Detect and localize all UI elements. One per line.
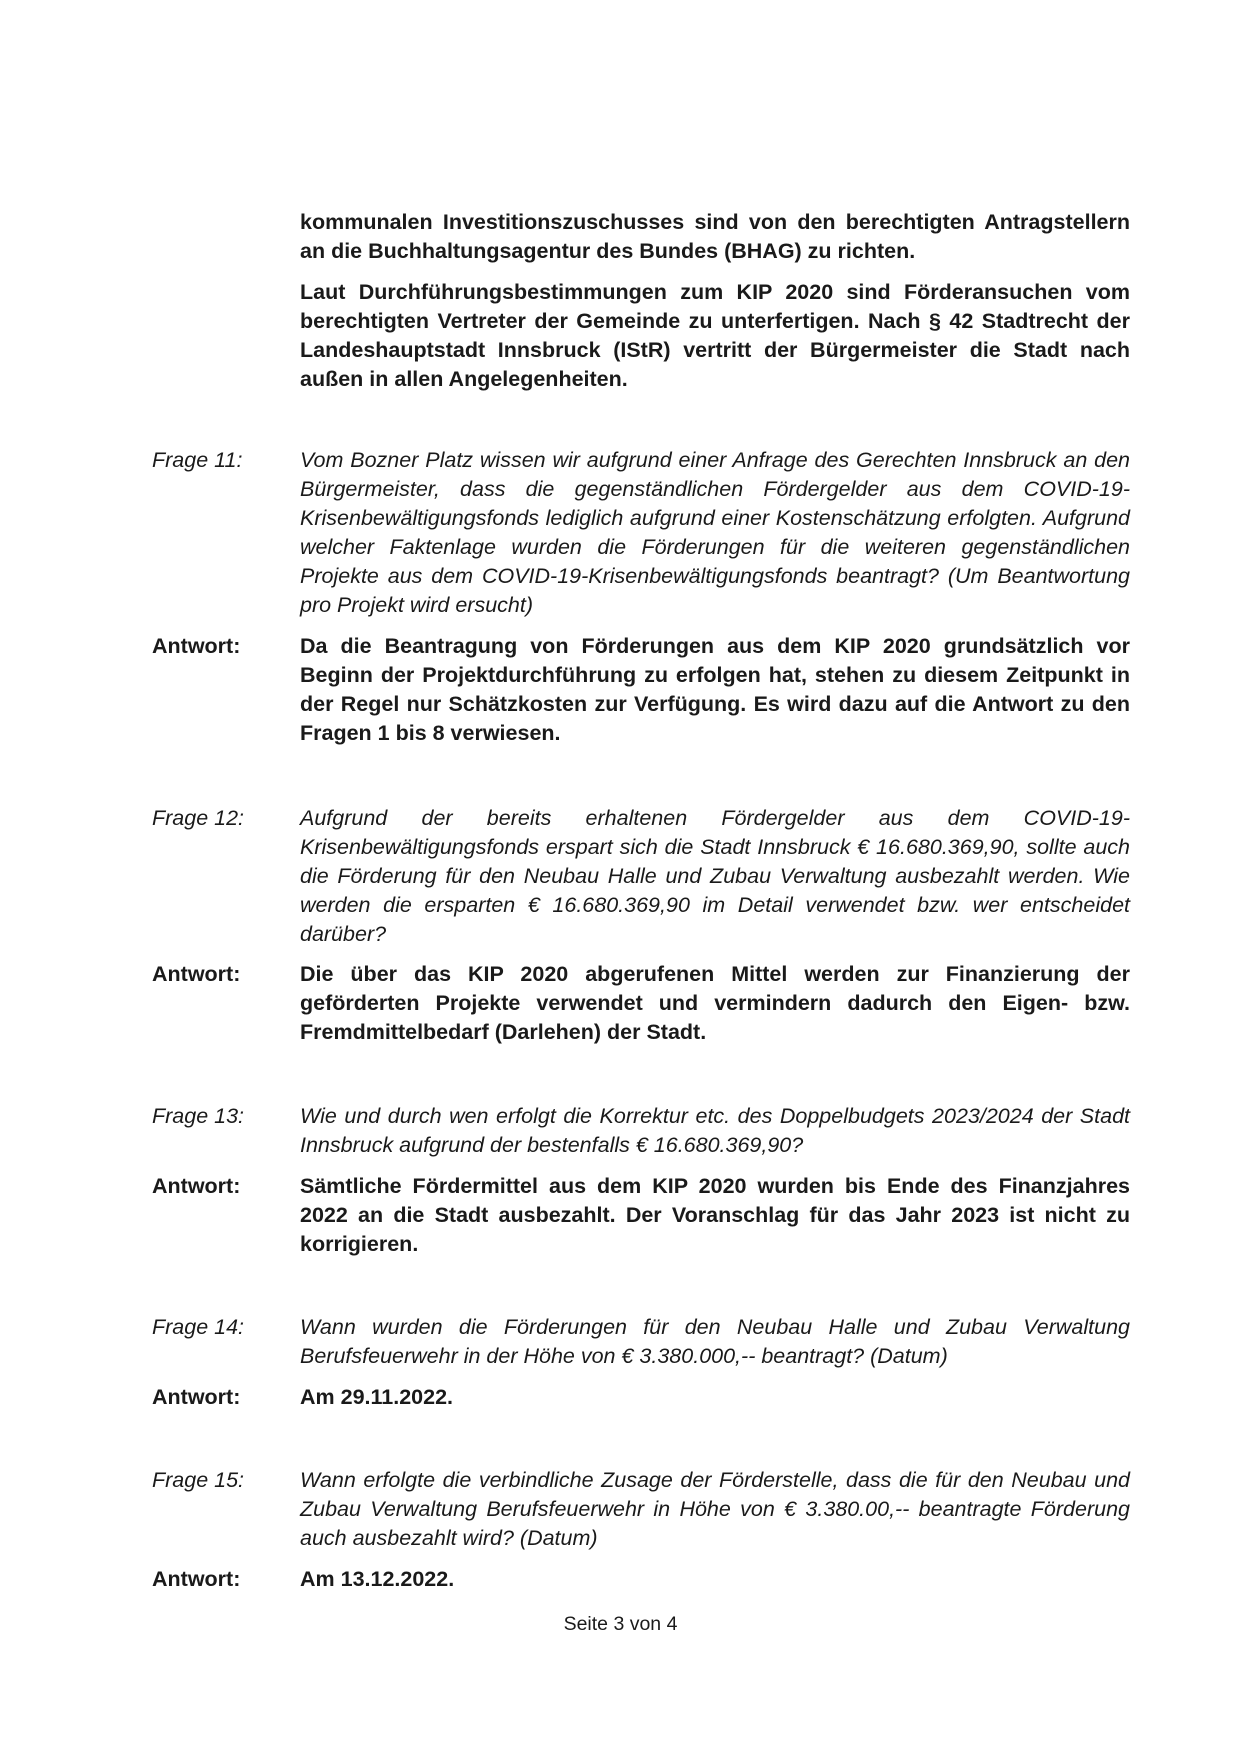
question-13-label: Frage 13: [152, 1104, 245, 1128]
question-11-label: Frage 11: [152, 448, 243, 472]
question-13-text: Wie und durch wen erfolgt die Korrektur etc. des Doppelbudgets 2023/2024 der Stadt Innsbruck aufgrund der bestenfalls € 16.680.369,90? [300, 1104, 1130, 1157]
question-11 [152, 446, 1130, 620]
answer-14 [152, 1383, 1130, 1412]
question-15 [152, 1466, 1130, 1553]
question-14 [152, 1313, 1130, 1371]
answer-14-label: Antwort: [152, 1385, 241, 1409]
question-15-text: Wann erfolgte die verbindliche Zusage der Förderstelle, dass die für den Neubau und Zubau Verwaltung Berufsfeuerwehr in Höhe von € 3.380.00,-- beantragte Förderung auch ausbezahlt wird? (Datum) [300, 1468, 1130, 1550]
answer-15-label: Antwort: [152, 1567, 241, 1591]
page-number: Seite 3 von 4 [563, 1613, 678, 1635]
answer-11-label: Antwort: [152, 634, 241, 658]
answer-12-label: Antwort: [152, 962, 241, 986]
answer-13-label: Antwort: [152, 1174, 241, 1198]
question-12-text: Aufgrund der bereits erhaltenen Fördergelder aus dem COVID-19-Krisenbewältigungsfonds erspart sich die Stadt Innsbruck € 16.680.369,90, sollte auch die Förderung für den Neubau Halle und Zubau Verwaltung ausbezahlt werden. Wie werden die ersparten € 16.680.369,90 im Detail verwendet bzw. wer entscheidet darüber? [300, 806, 1130, 946]
answer-14-text: Am 29.11.2022. [300, 1385, 454, 1409]
question-11-text: Vom Bozner Platz wissen wir aufgrund einer Anfrage des Gerechten Innsbruck an den Bürgermeister, dass die gegenständlichen Fördergelder aus dem COVID-19-Krisenbewältigungsfonds lediglich aufgrund einer Kostenschätzung erfolgten. Aufgrund welcher Faktenlage wurden die Förderungen für die weiteren gegenständlichen Projekte aus dem COVID-19-Krisenbewältigungsfonds beantragt? (Um Beantwortung pro Projekt wird ersucht) [300, 448, 1130, 617]
question-13 [152, 1102, 1130, 1160]
question-14-label: Frage 14: [152, 1315, 245, 1339]
continuation-paragraph-2: Laut Durchführungsbestimmungen zum KIP 2020 sind Förderansuchen vom berechtigten Vertreter der Gemeinde zu unterfertigen. Nach § 42 Stadtrecht der Landeshauptstadt Innsbruck (IStR) vertritt der Bürgermeister die Stadt nach außen in allen Angelegenheiten. [300, 280, 1130, 391]
question-12-label: Frage 12: [152, 806, 245, 830]
answer-11 [152, 632, 1130, 748]
answer-15 [152, 1565, 1130, 1594]
answer-12-text: Die über das KIP 2020 abgerufenen Mittel werden zur Finanzierung der geförderten Projekte verwendet und vermindern dadurch den Eigen- bzw. Fremdmittelbedarf (Darlehen) der Stadt. [300, 962, 1130, 1044]
question-14-text: Wann wurden die Förderungen für den Neubau Halle und Zubau Verwaltung Berufsfeuerwehr in der Höhe von € 3.380.000,-- beantragt? (Datum) [300, 1315, 1130, 1368]
answer-12 [152, 960, 1130, 1047]
question-12 [152, 804, 1130, 949]
answer-11-text: Da die Beantragung von Förderungen aus dem KIP 2020 grundsätzlich vor Beginn der Projektdurchführung zu erfolgen hat, stehen zu diesem Zeitpunkt in der Regel nur Schätzkosten zur Verfügung. Es wird dazu auf die Antwort zu den Fragen 1 bis 8 verwiesen. [300, 634, 1130, 745]
answer-15-text: Am 13.12.2022. [300, 1567, 455, 1591]
continuation-paragraph-1: kommunalen Investitionszuschusses sind von den berechtigten Antragstellern an die Buchhaltungsagentur des Bundes (BHAG) zu richten. [300, 210, 1130, 263]
question-15-label: Frage 15: [152, 1468, 245, 1492]
answer-13-text: Sämtliche Fördermittel aus dem KIP 2020 wurden bis Ende des Finanzjahres 2022 an die Stadt ausbezahlt. Der Voranschlag für das Jahr 2023 ist nicht zu korrigieren. [300, 1174, 1130, 1256]
answer-13 [152, 1172, 1130, 1259]
